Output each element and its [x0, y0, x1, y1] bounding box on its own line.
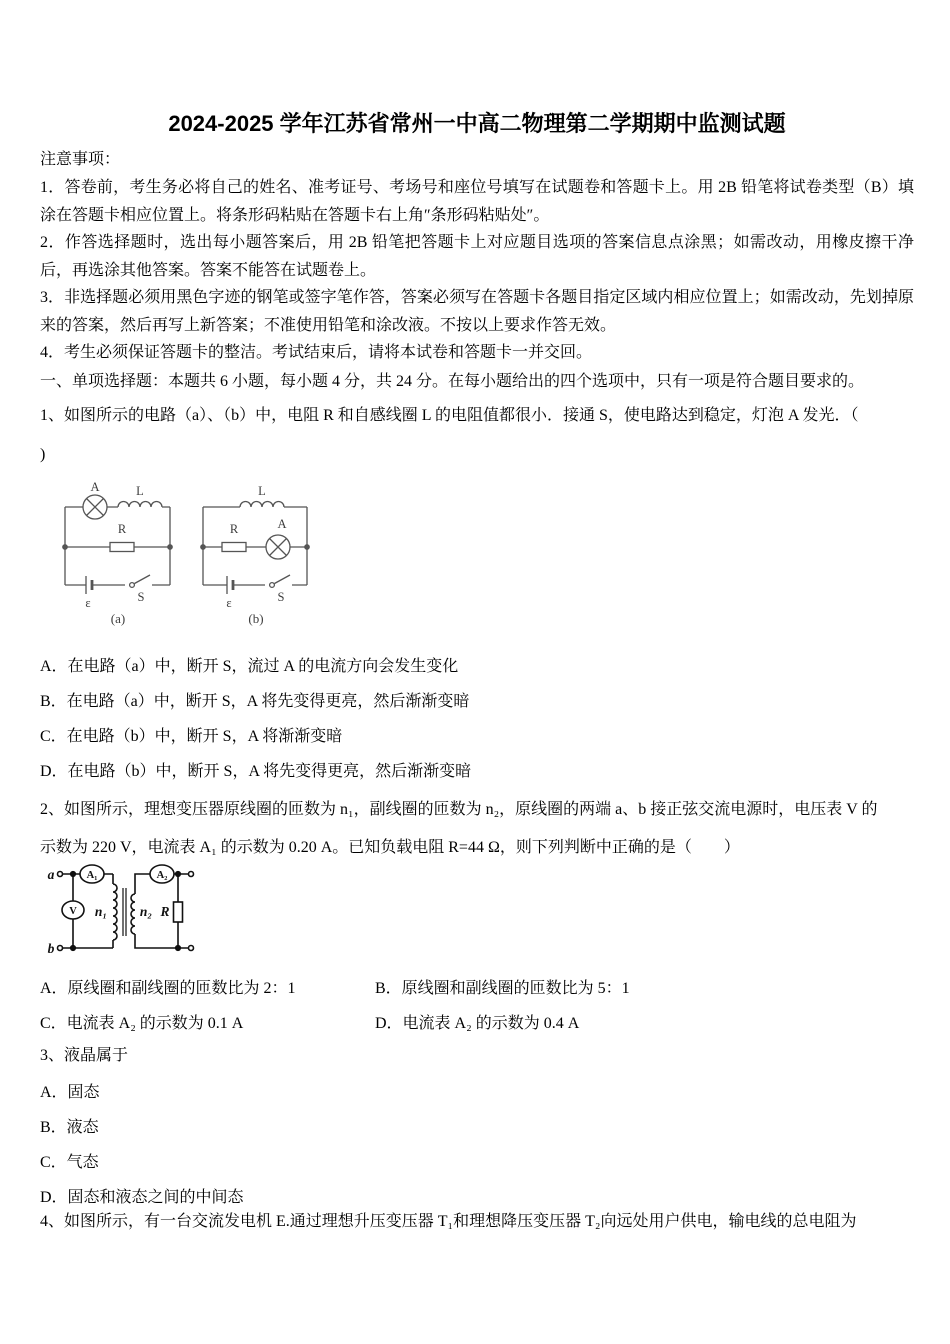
q1-option-d: D．在电路（b）中，断开 S，A 将先变得更亮，然后渐渐变暗: [40, 763, 472, 780]
q2-option-a: A．原线圈和副线圈的匝数比为 2：1: [40, 980, 296, 997]
ammeter2-label: A₂: [156, 870, 168, 881]
caption-b: (b): [248, 611, 264, 626]
q3-option-d: D．固态和液态之间的中间态: [40, 1189, 244, 1206]
q2-option-c: C．电流表 A₂ 的示数为 0.1 A: [40, 1015, 244, 1032]
transformer-diagram: [58, 865, 194, 951]
resistor-icon: [110, 543, 134, 552]
q2-option-b: B．原线圈和副线圈的匝数比为 5：1: [375, 980, 630, 997]
load-resistor-label: R: [160, 904, 170, 919]
question2-text: [40, 791, 914, 867]
question2-line1: 2、如图所示，理想变压器原线圈的匝数为 n₁，副线圈的匝数为 n₂，原线圈的两端 a、b 接正弦交流电源时，电压表 V 的: [40, 801, 878, 818]
switch-label-b: S: [277, 590, 285, 604]
caption-a: (a): [110, 611, 126, 626]
inductor-icon: [240, 502, 284, 508]
question2-transformer-figure: [45, 860, 205, 960]
question2-line2: 示数为 220 V，电流表 A₁ 的示数为 0.20 A。已知负载电阻 R=44 Ω，则下列判断中正确的是（ ）: [40, 839, 740, 856]
circuit-b-diagram: [201, 502, 309, 595]
q2-options-row1: [40, 971, 914, 1006]
junction-dot: [176, 946, 181, 951]
terminal-a-label: a: [47, 867, 55, 882]
inductor-label-a: L: [136, 484, 144, 498]
terminal-b-icon: [58, 946, 63, 951]
q2-option-d: D．电流表 A₂ 的示数为 0.4 A: [375, 1015, 580, 1032]
question2-options: [40, 971, 914, 1041]
question1-text: [40, 396, 914, 474]
section1-heading: 一、单项选择题：本题共 6 小题，每小题 4 分，共 24 分。在每小题给出的四个选项中，只有一项是符合题目要求的。: [40, 373, 865, 390]
terminal-b-label: b: [47, 941, 55, 956]
lamp-icon: [83, 495, 107, 519]
notice-item-4: 4．考生必须保证答题卡的整洁。考试结束后，请将本试卷和答题卡一并交回。: [40, 344, 593, 361]
core-icon: [123, 888, 126, 936]
lamp-icon: [266, 535, 290, 559]
question1-options: [40, 649, 914, 789]
inductor-icon: [118, 502, 162, 508]
switch-icon: [270, 575, 290, 587]
question1-line1: 1、如图所示的电路（a）、（b）中，电阻 R 和自感线圈 L 的电阻值都很小．接通 S，使电路达到稳定，灯泡 A 发光．（: [40, 407, 859, 424]
notice-header: 注意事项：: [40, 151, 121, 168]
q1-option-b: B．在电路（a）中，断开 S，A 将先变得更亮，然后渐渐变暗: [40, 693, 470, 710]
circuit-b-wires: [203, 507, 307, 585]
junction-dot: [71, 946, 76, 951]
notice-item-2: 2．作答选择题时，选出每小题答案后，用 2B 铅笔把答题卡上对应题目选项的答案信息点涂黑；如需改动，用橡皮擦干净后，再选涂其他答案。答案不能答在试题卷上。: [40, 234, 914, 279]
notice-item-1: 1．答卷前，考生务必将自己的姓名、准考证号、考场号和座位号填写在试题卷和答题卡上。用 2B 铅笔将试卷类型（B）填涂在答题卡相应位置上。将条形码粘贴在答题卡右上角″条形码粘贴处″。: [40, 179, 914, 224]
resistor-icon: [222, 543, 246, 552]
battery-label-a: ε: [85, 596, 91, 610]
terminal-out-top-icon: [189, 872, 194, 877]
q2-options-row2: [40, 1006, 914, 1041]
question1-circuit-figure: [55, 470, 375, 630]
junction-dot: [71, 872, 76, 877]
question4-text: 4、如图所示，有一台交流发电机 E.通过理想升压变压器 T₁和理想降压变压器 T₂向远处用户供电，输电线的总电阻为: [40, 1213, 857, 1230]
circuit-a-wires: [65, 507, 170, 585]
battery-label-b: ε: [226, 596, 232, 610]
junction-dot: [63, 545, 67, 549]
battery-icon: [227, 576, 233, 594]
resistor-label-b: R: [229, 522, 239, 536]
terminal-out-bottom-icon: [189, 946, 194, 951]
junction-dot: [305, 545, 309, 549]
circuit-a-diagram: [63, 495, 172, 594]
junction-dot: [176, 872, 181, 877]
junction-dot: [168, 545, 172, 549]
q1-option-c: C．在电路（b）中，断开 S，A 将渐渐变暗: [40, 728, 343, 745]
battery-icon: [86, 576, 92, 594]
inductor-label-b: L: [258, 484, 266, 498]
junction-dot: [201, 545, 205, 549]
q3-option-b: B．液态: [40, 1119, 99, 1136]
switch-icon: [130, 575, 150, 587]
question3-options: [40, 1075, 914, 1215]
secondary-coil-icon: [131, 894, 135, 934]
lamp-label-b: A: [277, 517, 287, 531]
notice-list: [40, 174, 914, 367]
notice-item-3: 3．非选择题必须用黑色字迹的钢笔或签字笔作答，答案必须写在答题卡各题目指定区域内相应位置上；如需改动，先划掉原来的答案，然后再写上新答案；不准使用铅笔和涂改液。不按以上要求作答无效。: [40, 289, 914, 334]
resistor-label-a: R: [117, 522, 127, 536]
terminal-a-icon: [58, 872, 63, 877]
primary-coil-icon: [113, 884, 117, 940]
switch-label-a: S: [137, 590, 145, 604]
lamp-label-a: A: [90, 480, 100, 494]
question1-line2: ): [40, 446, 46, 463]
q1-option-a: A．在电路（a）中，断开 S，流过 A 的电流方向会发生变化: [40, 658, 459, 675]
secondary-coil-label: n₂: [139, 904, 153, 919]
q3-option-a: A．固态: [40, 1084, 100, 1101]
q3-option-c: C．气态: [40, 1154, 99, 1171]
question3-text: 3、液晶属于: [40, 1047, 129, 1064]
page-title: 2024-2025 学年江苏省常州一中高二物理第二学期期中监测试题: [168, 111, 786, 136]
load-resistor-icon: [174, 902, 183, 922]
voltmeter-label: V: [69, 906, 77, 917]
primary-coil-label: n₁: [94, 904, 108, 919]
ammeter1-label: A₁: [86, 870, 98, 881]
